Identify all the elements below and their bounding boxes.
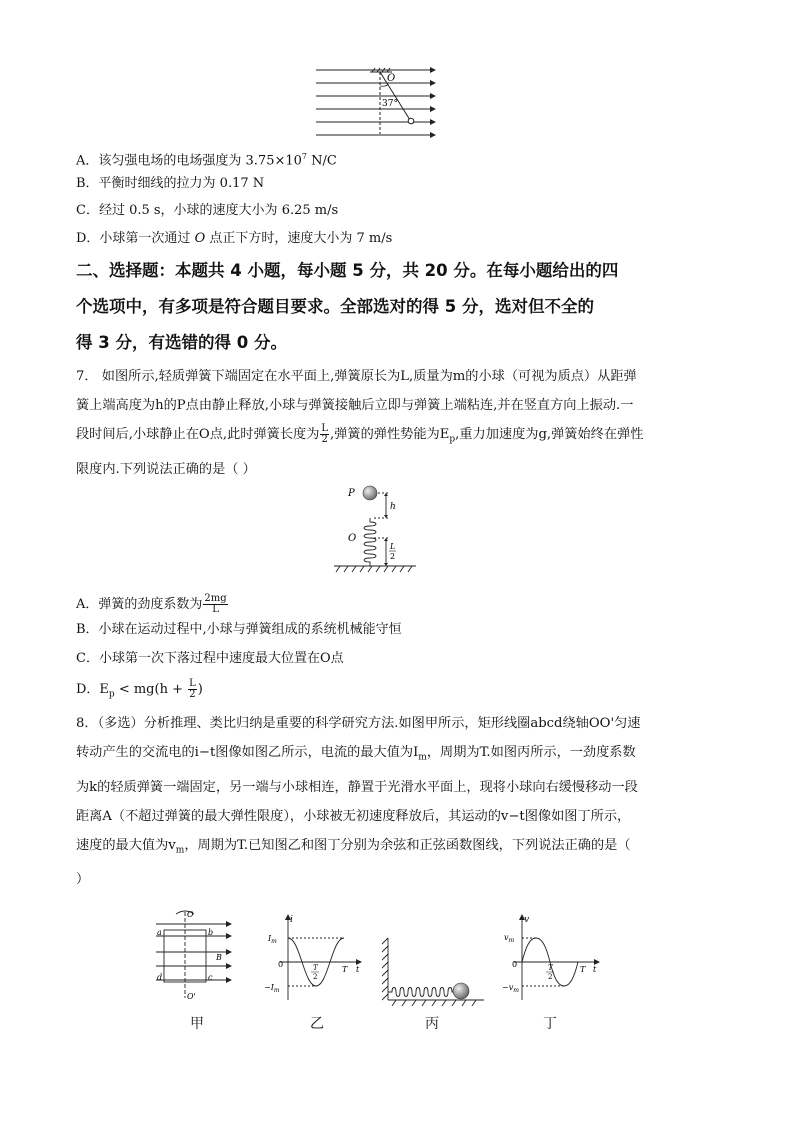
q7-option-c: C．小球第一次下落过程中速度最大位置在O点 — [76, 651, 344, 666]
jia-label-a: a — [157, 928, 162, 937]
caption-bing: 丙 — [425, 1016, 439, 1032]
yi-label-zero: 0 — [278, 960, 284, 969]
q6-option-a: A．该匀强电场的电场强度为 $3.75\times 10^7$ N/C — [76, 152, 337, 169]
q6-option-c: C．经过 0.5 s，小球的速度大小为 6.25 m/s — [76, 203, 339, 218]
fig-label-L: L — [390, 542, 396, 551]
q7-option-d: D．$E_p < mg(h$ + $\frac{L}{2}$ ) — [76, 678, 203, 700]
fig-label-O: O — [348, 533, 357, 544]
yi-label-minus-Im: $-I_m$ — [264, 983, 280, 994]
jia-label-b: b — [208, 928, 214, 937]
fig-label-O: O — [387, 73, 396, 84]
ding-label-T-half-den: 2 — [548, 973, 553, 981]
jia-label-B: B — [216, 953, 222, 962]
caption-yi: 乙 — [310, 1016, 324, 1032]
fig-label-h: h — [390, 502, 396, 512]
fig-label-P: P — [348, 488, 355, 499]
ding-label-t: t — [593, 965, 597, 974]
q7-option-b: B．小球在运动过程中,小球与弹簧组成的系统机械能守恒 — [76, 622, 402, 637]
figure-jia-coil — [146, 908, 236, 1004]
yi-label-T-half-den: 2 — [313, 973, 318, 981]
question-7-stem: 7． 如图所示,轻质弹簧下端固定在水平面上,弹簧原长为L,质量为m的小球（可视为质点）从距弹 簧上端高度为h的P点由静止释放,小球与弹簧接触后立即与弹簧上端粘连,并在竖直方向上振动.一 段时间后,小球静止在O点,此时弹簧长度为 $\frac{L}{2}$ ,弹簧的弹性势能为$E_p$,重力加速度为g,弹簧始终在弹性 限度内.下列说法正确的是（ ） — [76, 369, 644, 477]
section2-heading: 二、选择题：本题共 4 小题，每小题 5 分，共 20 分。在每小题给出的四 个选项中，有多项是符合题目要求。全部选对的得 5 分，选对但不全的 得 3 分，有选错的得 0 分。 — [76, 261, 619, 352]
figure-yi-current-graph — [264, 912, 364, 1002]
yi-label-Im: $I_m$ — [268, 934, 277, 945]
q7-option-a: A．弹簧的劲度系数为 $\frac{2mg}{L}$ — [76, 593, 227, 615]
ding-label-zero: 0 — [512, 960, 518, 969]
yi-label-i: i — [290, 915, 293, 925]
jia-label-O-prime: O' — [187, 992, 196, 1001]
q6-option-b: B．平衡时细线的拉力为 0.17 N — [76, 176, 265, 191]
yi-label-t: t — [356, 965, 360, 974]
q6-option-d: D．小球第一次通过 O 点正下方时，速度大小为 7 m/s — [76, 231, 393, 246]
fig-label-angle: 37° — [382, 99, 398, 109]
ding-label-vm: $v_m$ — [504, 933, 515, 944]
top-figure-electric-field — [312, 64, 436, 142]
jia-label-c: c — [208, 973, 213, 982]
fig-label-2: 2 — [390, 552, 396, 561]
jia-label-O: O — [187, 910, 194, 919]
q7-spring-figure — [330, 482, 420, 574]
ding-label-v: v — [524, 915, 530, 925]
ding-label-minus-vm: $-v_m$ — [502, 983, 519, 994]
jia-label-d: d — [157, 973, 163, 982]
ding-label-T: T — [580, 965, 586, 974]
caption-jia: 甲 — [190, 1016, 204, 1032]
question-8-stem: 8．（多选）分析推理、类比归纳是重要的科学研究方法.如图甲所示，矩形线圈abcd绕轴OO'匀速 转动产生的交流电的i−t图像如图乙所示，电流的最大值为$I_m$，周期为T.如图丙所示，一劲度系数 为k的轻质弹簧一端固定，另一端与小球相连，静置于光滑水平面上，现将小球向右缓慢移动一段 距离A（不超过弹簧的最大弹性限度），小球被无初速度释放后，其运动的v−t图像如图丁所示， 速度的最大值为$v_m$，周期为T.已知图乙和图丁分别为余弦和正弦函数图线，下列说法正确的是（ ） — [76, 716, 641, 888]
yi-label-T: T — [342, 965, 348, 974]
yi-label-T-half-num: T — [313, 964, 318, 972]
caption-ding: 丁 — [543, 1016, 557, 1032]
figure-bing-spring — [382, 936, 486, 1006]
figure-ding-velocity-graph — [502, 912, 602, 1002]
ding-label-T-half-num: T — [548, 964, 553, 972]
